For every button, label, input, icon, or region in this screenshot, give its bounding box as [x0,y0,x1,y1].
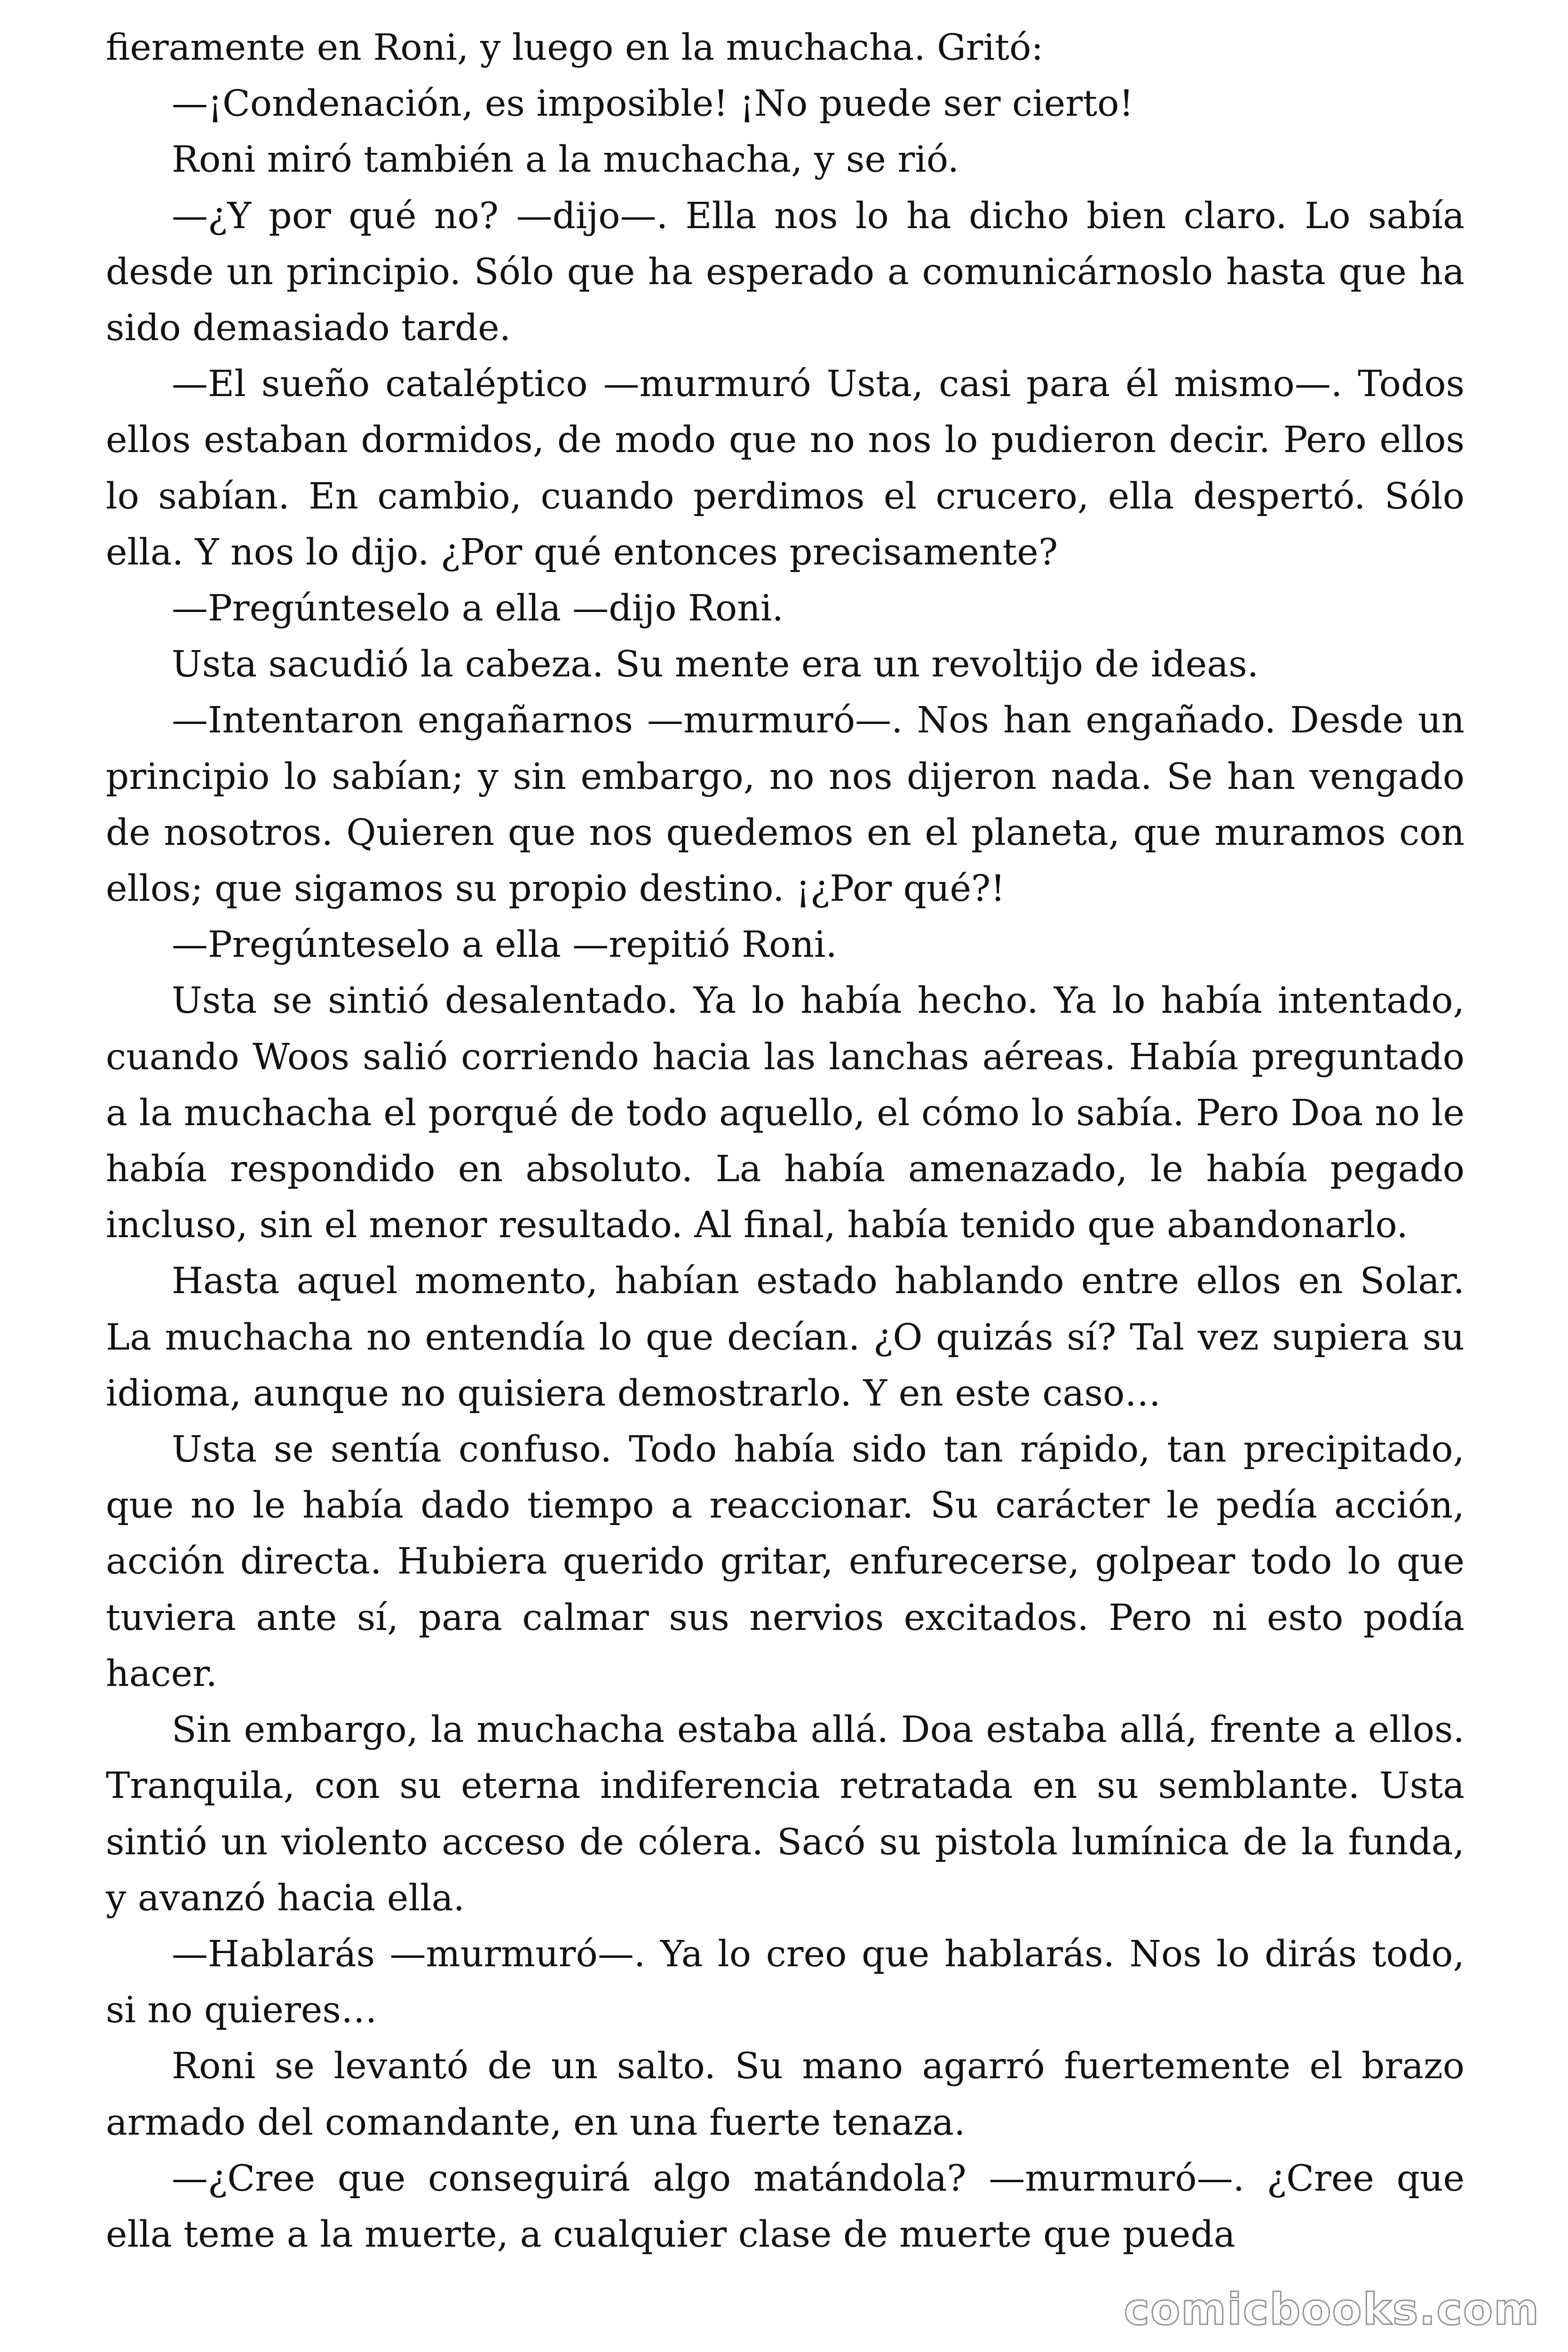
paragraph: —Pregúnteselo a ella —repitió Roni. [172,924,838,966]
paragraph: —¡Condenación, es imposible! ¡No puede ser cierto! [172,83,1134,125]
paragraph: —Pregúnteselo a ella —dijo Roni. [172,588,784,630]
watermark: comicbooks.com [1124,2284,1540,2335]
paragraph: Usta se sintió desalentado. Ya lo había hecho. Ya lo había intentado, cuando Woos salió corriendo hacia las lanchas aéreas. Había preguntado a la muchacha el porqué de todo aquello, el cómo lo sabía. Pero Doa no le había respondido en absoluto. La había amenazado, le había pegado incluso, sin el menor resultado. Al final, había tenido que abandonarlo. [106,980,1465,1247]
paragraph: —Intentaron engañarnos —murmuró—. Nos han engañado. Desde un principio lo sabían; y sin embargo, no nos dijeron nada. Se han vengado de nosotros. Quieren que nos quedemos en el planeta, que muramos con ellos; que sigamos su propio destino. ¡¿Por qué?! [106,699,1465,910]
paragraph: Usta sacudió la cabeza. Su mente era un revoltijo de ideas. [172,644,1259,686]
paragraph: —El sueño cataléptico —murmuró Usta, casi para él mismo—. Todos ellos estaban dormidos, de modo que no nos lo pudieron decir. Pero ellos lo sabían. En cambio, cuando perdimos el crucero, ella despertó. Sólo ella. Y nos lo dijo. ¿Por qué entonces precisamente? [106,363,1465,573]
paragraph: Hasta aquel momento, habían estado hablando entre ellos en Solar. La muchacha no entendía lo que decían. ¿O quizás sí? Tal vez supiera su idioma, aunque no quisiera demostrarlo. Y en este caso… [106,1260,1465,1414]
paragraph: —¿Cree que conseguirá algo matándola? —murmuró—. ¿Cree que ella teme a la muerte, a cualquier clase de muerte que pueda [106,2157,1465,2256]
paragraph: Sin embargo, la muchacha estaba allá. Doa estaba allá, frente a ellos. Tranquila, con su eterna indiferencia retratada en su semblante. Usta sintió un violento acceso de cólera. Sacó su pistola lumínica de la funda, y avanzó hacia ella. [106,1709,1465,1919]
paragraph: Roni se levantó de un salto. Su mano agarró fuertemente el brazo armado del comandante, en una fuerte tenaza. [106,2045,1465,2144]
paragraph: Usta se sentía confuso. Todo había sido tan rápido, tan precipitado, que no le había dado tiempo a reaccionar. Su carácter le pedía acción, acción directa. Hubiera querido gritar, enfurecerse, golpear todo lo que tuviera ante sí, para calmar sus nervios excitados. Pero ni esto podía hacer. [106,1429,1465,1695]
paragraph: Roni miró también a la muchacha, y se rió. [172,139,959,181]
paragraph: —¿Y por qué no? —dijo—. Ella nos lo ha dicho bien claro. Lo sabía desde un principio. Sólo que ha esperado a comunicárnoslo hasta que ha sido demasiado tarde. [106,195,1465,350]
paragraph: —Hablarás —murmuró—. Ya lo creo que hablarás. Nos lo dirás todo, si no quieres… [106,1933,1465,2032]
paragraph: fieramente en Roni, y luego en la muchacha. Gritó: [106,27,1044,69]
